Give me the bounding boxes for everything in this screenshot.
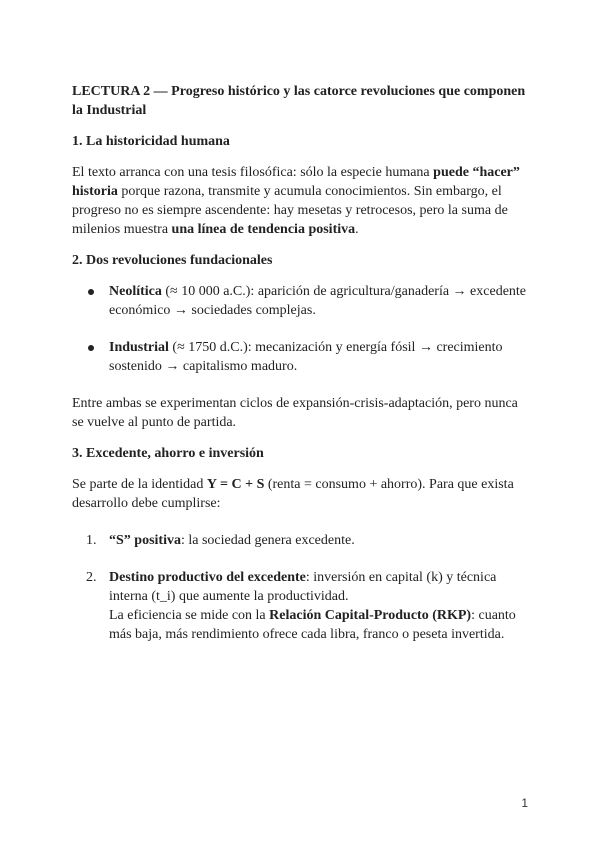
text-run: porque razona, transmite y acumula conocimientos. Sin embargo, el progreso no es siempre ascendente: hay mesetas y retrocesos, pero la suma de milenios muestra <box>72 184 508 237</box>
section-heading-historicidad: 1. La historicidad humana <box>72 134 230 149</box>
paragraph-identidad <box>72 475 528 513</box>
text-run: : inversión en capital (k) y técnica interna (t_i) que aumente la productividad. <box>109 570 497 604</box>
text-run: (≈ 10 000 a.C.): aparición de agricultura/ganadería → excedente económico → sociedades complejas. <box>109 284 527 318</box>
text-run: : cuanto más baja, más rendimiento ofrece cada libra, franco o peseta invertida. <box>109 608 516 642</box>
paragraph-historicidad <box>72 163 528 239</box>
document-title: LECTURA 2 — Progreso histórico y las catorce revoluciones que componen la Industrial <box>72 84 526 118</box>
bold-run: puede “hacer” historia <box>72 165 520 199</box>
bullet-dot-icon <box>88 345 94 351</box>
text-run: (≈ 1750 d.C.): mecanización y energía fósil → crecimiento sostenido → capitalismo maduro. <box>109 340 503 374</box>
bold-run: “S” positiva <box>109 533 181 548</box>
bullet-list-revoluciones <box>72 282 528 376</box>
text-run: (renta = consumo + ahorro). Para que exista desarrollo debe cumplirse: <box>72 477 514 511</box>
document-body <box>72 82 528 662</box>
list-item <box>72 531 528 550</box>
page-number: 1 <box>521 796 528 810</box>
text-run: : la sociedad genera excedente. <box>180 533 355 548</box>
text-run: . <box>355 222 359 237</box>
list-number: 2. <box>86 570 97 585</box>
bold-run: Relación Capital-Producto (RKP) <box>269 608 472 623</box>
text-run: Se parte de la identidad <box>72 477 207 492</box>
list-item <box>72 282 528 320</box>
bold-run: una línea de tendencia positiva <box>171 222 356 237</box>
list-item <box>72 338 528 376</box>
list-item <box>72 568 528 644</box>
sub-paragraph-rkp <box>109 606 528 644</box>
section-heading-excedente: 3. Excedente, ahorro e inversión <box>72 446 264 461</box>
text-run: El texto arranca con una tesis filosófica: sólo la especie humana <box>72 165 434 180</box>
bullet-dot-icon <box>88 289 94 295</box>
list-number: 1. <box>86 533 97 548</box>
section-heading-revoluciones: 2. Dos revoluciones fundacionales <box>72 253 273 268</box>
bold-run: Industrial <box>109 340 169 355</box>
bold-run: Neolítica <box>109 284 162 299</box>
bold-run: Destino productivo del excedente <box>109 570 306 585</box>
text-run: La eficiencia se mide con la <box>109 608 270 623</box>
numbered-list-condiciones <box>72 531 528 644</box>
paragraph-ciclos: Entre ambas se experimentan ciclos de expansión-crisis-adaptación, pero nunca se vuelve al punto de partida. <box>72 396 518 430</box>
bold-run: Y = C + S <box>206 477 265 492</box>
